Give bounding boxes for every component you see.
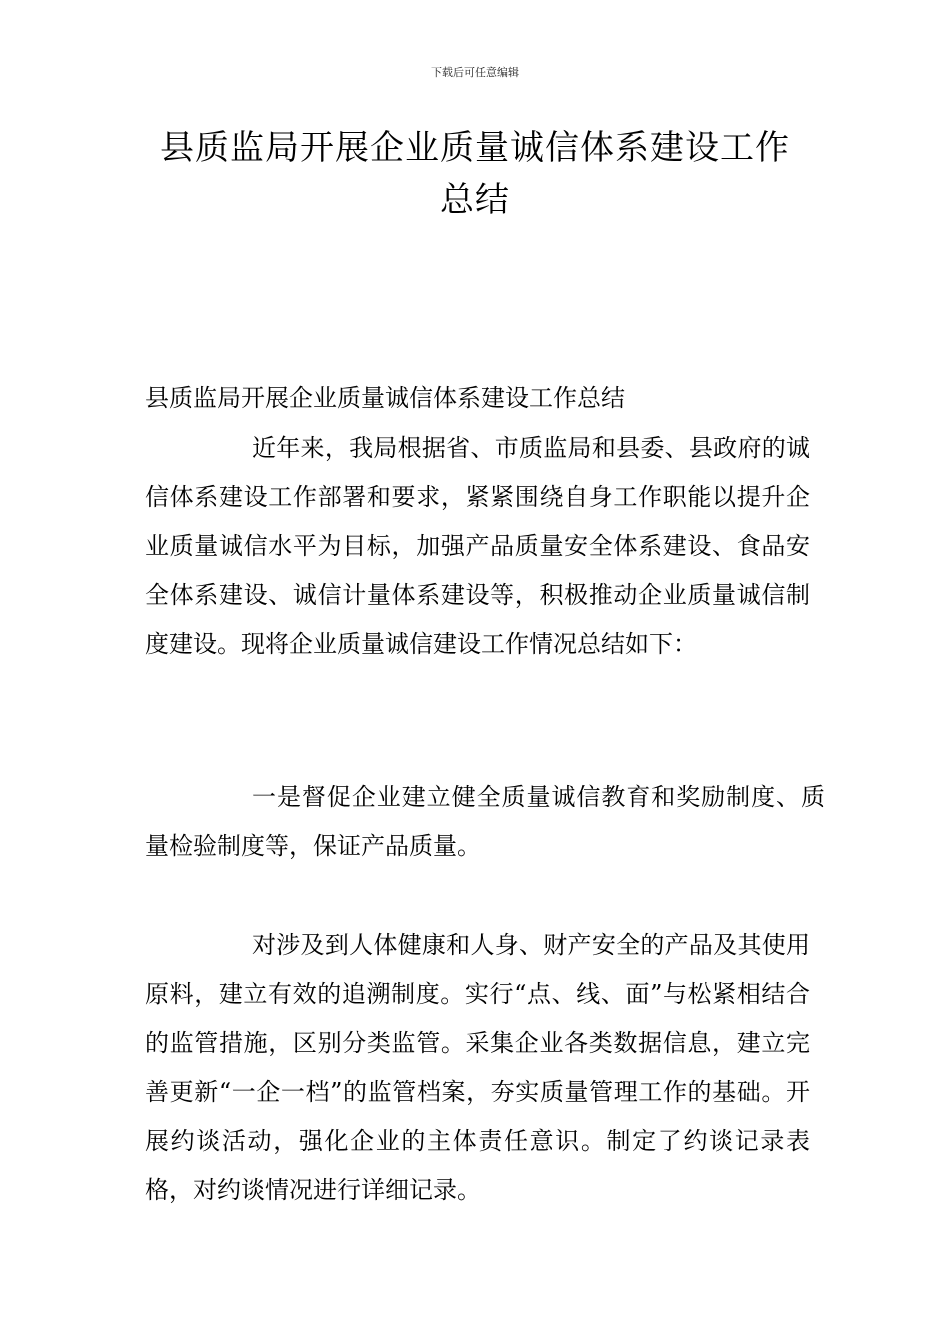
document-subtitle: 县质监局开展企业质量诚信体系建设工作总结: [145, 384, 625, 412]
paragraph-intro: 近年来，我局根据省、市质监局和县委、县政府的诚信体系建设工作部署和要求，紧紧围绕自身工作职能以提升企业质量诚信水平为目标，加强产品质量安全体系建设、食品安全体系建设、诚信计量体系建设等，积极推动企业质量诚信制度建设。现将企业质量诚信建设工作情况总结如下：: [145, 434, 810, 658]
document-title-line-1: 县质监局开展企业质量诚信体系建设工作: [160, 128, 790, 168]
paragraph-traceability: 对涉及到人体健康和人身、财产安全的产品及其使用原料，建立有效的追溯制度。实行“点、线、面”与松紧相结合的监管措施，区别分类监管。采集企业各类数据信息，建立完善更新“一企一档”的监管档案，夯实质量管理工作的基础。开展约谈活动，强化企业的主体责任意识。制定了约谈记录表格，对约谈情况进行详细记录。: [145, 931, 810, 1204]
document-title-line-2: 总结: [440, 180, 510, 220]
paragraph-point-one: 一是督促企业建立健全质量诚信教育和奖励制度、质量检验制度等，保证产品质量。: [145, 783, 825, 860]
document-title: [100, 122, 850, 226]
header-note: 下载后可任意编辑: [431, 66, 519, 79]
